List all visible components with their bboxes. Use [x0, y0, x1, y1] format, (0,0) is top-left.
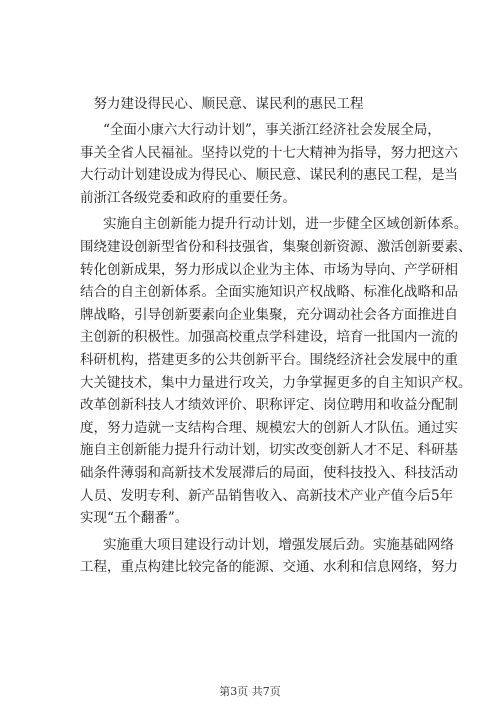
paragraph-3 [80, 534, 458, 579]
paragraph-line: “全面小康六大行动计划”，事关浙江经济社会发展全局， [102, 122, 441, 138]
paragraph-line: 度，努力造就一支结构合理、规模宏大的创新人才队伍。通过实 [80, 419, 458, 436]
paragraph-line: 大关键技术，集中力量进行攻关，力争掌握更多的自主知识产权。 [80, 374, 472, 391]
paragraph-line: 改革创新科技人才绩效评价、职称评定、岗位聘用和收益分配制 [80, 397, 458, 414]
document-title: 努力建设得民心、顺民意、谋民利的惠民工程 [93, 96, 364, 112]
paragraph-line: 事关全省人民福祉。坚持以党的十七大精神为指导，努力把这六 [80, 144, 458, 161]
page-number-footer: 第3页 共7页 [219, 685, 281, 698]
paragraph-line: 围绕建设创新型省份和科技强省，集聚创新资源、激活创新要素、 [80, 238, 472, 255]
paragraph-line: 牌战略，引导创新要素向企业集聚，充分调动社会各方面推进自 [80, 306, 458, 323]
paragraph-line: 础条件薄弱和高新技术发展滞后的局面，使科技投入、科技活动 [80, 464, 458, 481]
paragraph-line: 结合的自主创新体系。全面实施知识产权战略、标准化战略和品 [80, 284, 458, 301]
paragraph-line: 科研机构，搭建更多的公共创新平台。围绕经济社会发展中的重 [80, 351, 458, 368]
document-body [80, 93, 472, 583]
paragraph-line: 工程，重点构建比较完备的能源、交通、水利和信息网络，努力 [80, 559, 458, 576]
paragraph-line: 前浙江各级党委和政府的重要任务。 [80, 189, 296, 206]
paragraph-1 [80, 119, 458, 209]
paragraph-line: 主创新的积极性。加强高校重点学科建设，培育一批国内一流的 [80, 329, 458, 346]
paragraph-line: 实施重大项目建设行动计划，增强发展后劲。实施基础网络 [102, 536, 454, 553]
paragraph-line: 大行动计划建设成为得民心、顺民意、谋民利的惠民工程，是当 [80, 167, 458, 184]
paragraph-line: 转化创新成果，努力形成以企业为主体、市场为导向、产学研相 [80, 261, 458, 278]
paragraph-line: 实施自主创新能力提升行动计划，进一步健全区域创新体系。 [102, 216, 468, 233]
paragraph-line: 施自主创新能力提升行动计划，切实改变创新人才不足、科研基 [80, 442, 458, 459]
paragraph-line: 人员、发明专利、新产品销售收入、高新技术产业产值今后5年 [80, 487, 454, 504]
paragraph-line: 实现“五个翻番”。 [80, 510, 189, 527]
paragraph-2 [80, 213, 472, 529]
